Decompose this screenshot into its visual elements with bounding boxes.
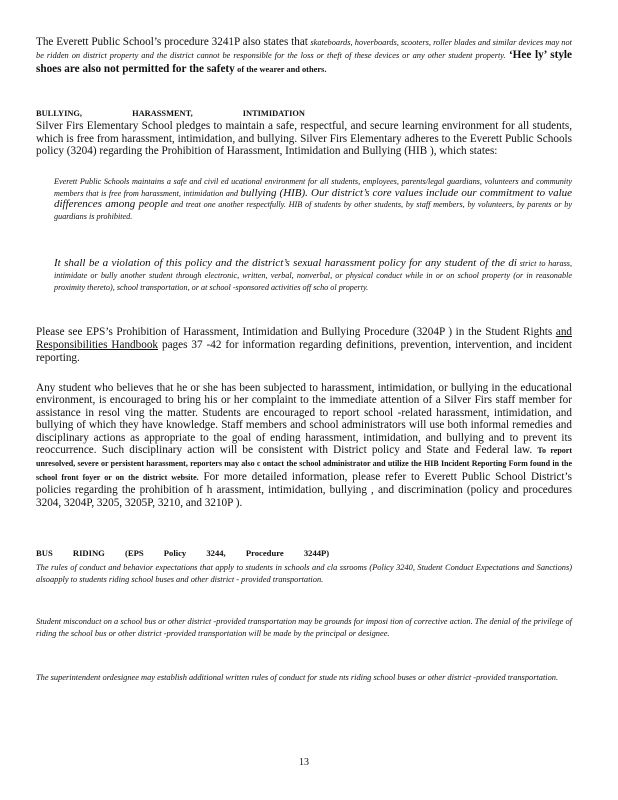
violation-quote-part-a: It shall be a violation of this policy and the district’s sexual harassment policy for any student of the di: [54, 257, 517, 269]
hib-quote-part-c: and treat one another respectfully. HIB of students by other students, by staff members, by volunteers, by parents or by guardians is prohibited.: [54, 200, 573, 221]
bus-rules-paragraph: The rules of conduct and behavior expectations that apply to students in schools and cla ssrooms (Policy 3240, Student Conduct Expectations and Sanctions) alsoapply to students riding school buses and other district - provided transportation.: [36, 563, 572, 584]
procedure-reference-lead: Please see EPS’s Prohibition of Harassment, Intimidation and Bullying Procedure (3204P ) in the Student Rights: [36, 326, 553, 338]
bullying-paragraph: Silver Firs Elementary School pledges to maintain a safe, respectful, and secure learning environment for all students, which is free from harassment, intimidation, and bullying. Silver Firs Elementary adheres to the Everett Public Schools policy (3204) regarding the Prohibition of Harassment, Intimidation and Bullying (HIB ), which states:: [36, 120, 572, 158]
hib-quote-part-b: bullying (HIB). Our district’s core values include our commitment to value differences among people: [54, 186, 573, 211]
bullying-heading: BULLYING, HARASSMENT, INTIMIDATION: [36, 109, 305, 118]
bus-riding-heading: BUS RIDING (EPS Policy 3244, Procedure 3244P): [36, 548, 330, 558]
bus-superintendent-paragraph: The superintendent ordesignee may establish additional written rules of conduct for stude nts riding school buses or other district -provided transportation.: [36, 673, 559, 682]
handbook-link[interactable]: and Responsibilities Handbook: [36, 326, 573, 351]
reporting-form-instructions: To report unresolved, severe or persistent harassment, reporters may also c ontact the school administrator and utilize the HIB Incident Reporting Form found in the school front foyer or on the district website.: [36, 446, 572, 482]
hib-policy-quote: [54, 176, 572, 222]
reporting-paragraph: [36, 382, 572, 509]
intro-shoes-warning: ‘Hee ly’ style shoes are also not permitted for the safety: [36, 49, 572, 75]
intro-shoes-warning-tail: of the wearer and others.: [237, 64, 327, 74]
reporting-text-c: For more detailed information, please refer to Everett Public School District’s policies regarding the prohibition of h arassment, intimidation, bullying , and discrimination (policy and procedures 3204, 3204P, 3205, 3205P, 3210, and 3210P ).: [36, 470, 572, 509]
page-number: 13: [299, 757, 309, 768]
procedure-reference-paragraph: [36, 326, 572, 365]
violation-quote: [54, 258, 572, 293]
bus-misconduct-paragraph: Student misconduct on a school bus or other district -provided transportation may be grounds for imposi tion of corrective action. The denial of the privilege of riding the school bus or other district -provided transportation will be made by the principal or designee.: [36, 617, 572, 638]
intro-lead: The Everett Public School’s procedure 3241P also states that: [36, 36, 308, 48]
reporting-text-a: Any student who believes that he or she has been subjected to harassment, intimidation, or bullying in the educational environment, is encouraged to bring his or her complaint to the immediate attention of a Silver Firs staff member for assistance in resol ving the matter. Students are encouraged to report school -related harassment, intimidation, and bullying of which they have knowledge. Staff members and school administrators will use both informal remedies and disciplinary actions as appropriate to the goal of ending harassment, intimidation, and bullying and to prevent its reoccurrence. Such disciplinary action will be consistent with District policy and State and Federal law.: [36, 382, 572, 457]
intro-devices-text: skateboards, hoverboards, scooters, roller blades and similar devices may not be ridden on district property and the district cannot be responsible for the loss or theft of these devices or any other student property.: [36, 38, 572, 61]
hib-quote-part-a: Everett Public Schools maintains a safe and civil ed ucational environment for all students, employees, parents/legal guardians, volunteers and community members that is free from harassment, intimidation and: [54, 177, 572, 198]
violation-quote-part-b: strict to harass, intimidate or bully another student through electronic, written, verbal, nonverbal, or physical conduct while in or on school property (or in reasonable proximity thereto), school transportation, or at school -sponsored activities off scho ol property.: [54, 259, 573, 292]
procedure-reference-tail: pages 37 -42 for information regarding definitions, prevention, intervention, and incident reporting.: [36, 339, 573, 364]
intro-paragraph: [36, 36, 572, 76]
